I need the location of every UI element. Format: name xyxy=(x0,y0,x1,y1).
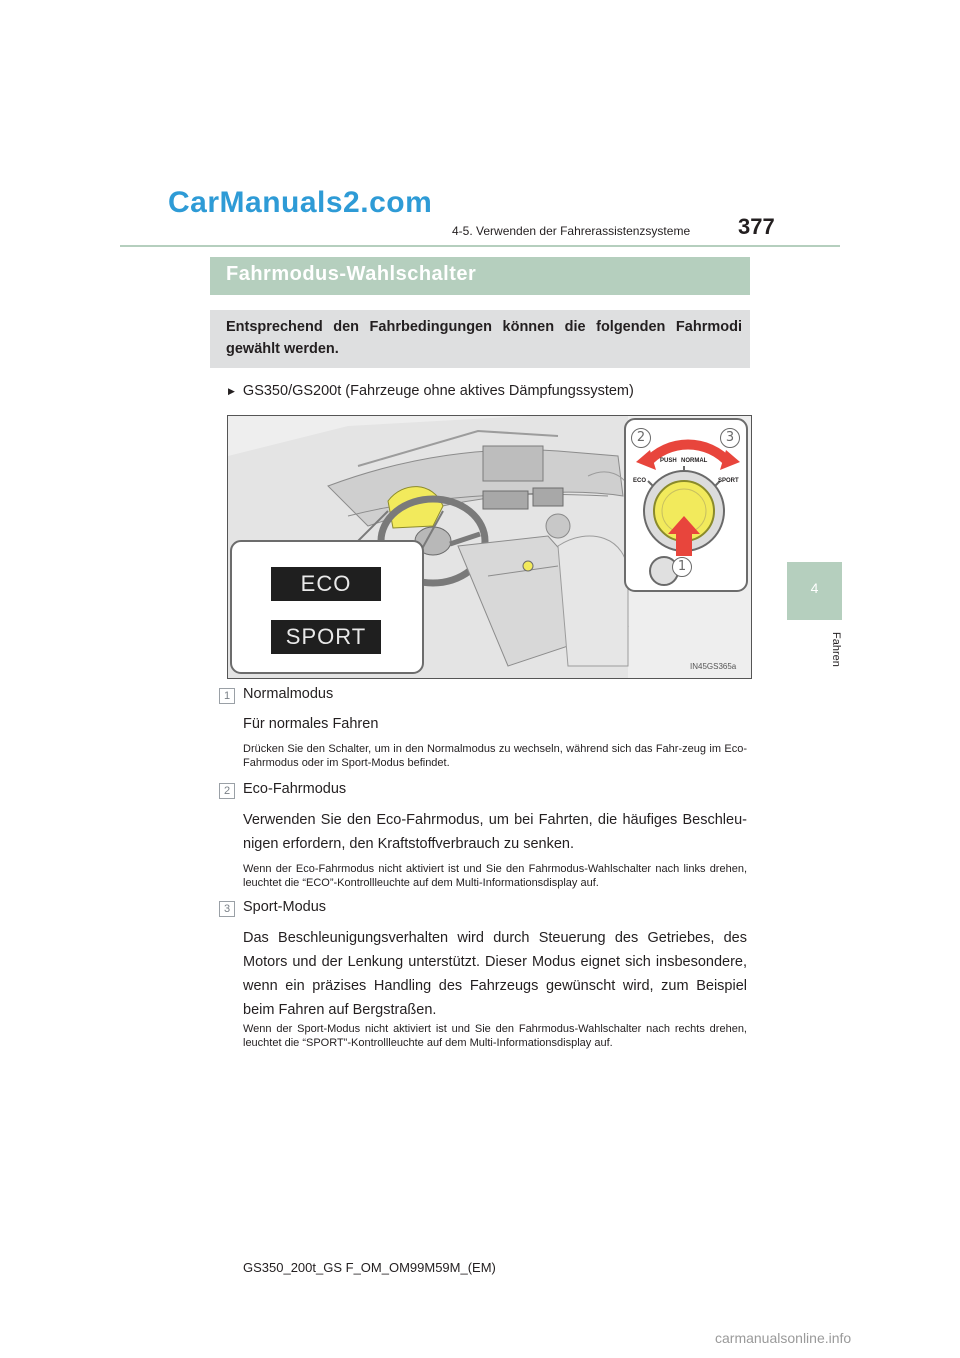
dial-eco-label: ECO xyxy=(633,478,647,484)
page-number: 377 xyxy=(738,214,775,239)
watermark-bottom: carmanualsonline.info xyxy=(715,1330,852,1346)
item-note-sport: Wenn der Sport-Modus nicht aktiviert ist und Sie den Fahrmodus-Wahlschalter nach rechts drehen, leuchtet die “SPORT”-Kontrollleuchte auf dem Multi-Informationsdisplay auf. xyxy=(243,1023,747,1049)
chapter-tab-label: Fahren xyxy=(830,632,842,667)
callout-2: 2 xyxy=(631,428,651,448)
item-body-normal: Für normales Fahren xyxy=(243,716,379,732)
item-number-1: 1 xyxy=(219,688,235,704)
dial-sport-label: SPORT xyxy=(718,478,739,484)
chapter-tab-number: 4 xyxy=(810,580,819,596)
item-note-eco: Wenn der Eco-Fahrmodus nicht aktiviert ist und Sie den Fahrmodus-Wahlschalter nach links drehen, leuchtet die “ECO”-Kontrollleuchte auf dem Multi-Informationsdisplay auf. xyxy=(243,863,747,889)
variant-bullet xyxy=(228,383,634,399)
dashboard-illustration xyxy=(227,415,752,679)
item-title-eco: Eco-Fahrmodus xyxy=(243,781,347,797)
dial-normal-label: NORMAL xyxy=(681,458,708,464)
item-title-normal: Normalmodus xyxy=(243,686,334,702)
dial-push-label: PUSH xyxy=(660,458,677,464)
header-divider xyxy=(120,245,840,247)
item-number-2: 2 xyxy=(219,783,235,799)
item-title-sport: Sport-Modus xyxy=(243,899,327,915)
document-code: GS350_200t_GS F_OM_OM99M59M_(EM) xyxy=(243,1260,496,1275)
item-number-3: 3 xyxy=(219,901,235,917)
sport-indicator-label: SPORT xyxy=(285,624,367,649)
item-body-sport: Das Beschleunigungsverhalten wird durch Steuerung des Getriebes, des Motors und der Lenkung unterstützt. Dieser Modus eignet sich insbesondere, wenn ein präzises Handling des Fahrzeugs gewünscht wird, zum Beispiel beim Fahren auf Bergstraßen. xyxy=(243,930,747,1018)
item-body-eco: Verwenden Sie den Eco-Fahrmodus, um bei Fahrten, die häufiges Beschleu-nigen erfordern, den Kraftstoffverbrauch zu senken. xyxy=(243,812,747,852)
bullet-arrow-icon: ▶ xyxy=(228,386,235,396)
intro-text: Entsprechend den Fahrbedingungen können die folgenden Fahrmodi gewählt werden. xyxy=(226,319,742,357)
section-header: 4-5. Verwenden der Fahrerassistenzsysteme xyxy=(452,224,691,238)
item-note-normal: Drücken Sie den Schalter, um in den Normalmodus zu wechseln, während sich das Fahr-zeug im Eco-Fahrmodus oder im Sport-Modus befindet. xyxy=(243,743,747,769)
callout-1: 1 xyxy=(672,557,692,577)
figure-code: IN45GS365a xyxy=(690,662,737,671)
section-title: Fahrmodus-Wahlschalter xyxy=(226,263,477,285)
variant-bullet-text: GS350/GS200t (Fahrzeuge ohne aktives Dämpfungssystem) xyxy=(242,383,634,399)
callout-3: 3 xyxy=(720,428,740,448)
watermark-logo: CarManuals2.com xyxy=(168,186,433,219)
eco-indicator-label: ECO xyxy=(300,571,352,596)
